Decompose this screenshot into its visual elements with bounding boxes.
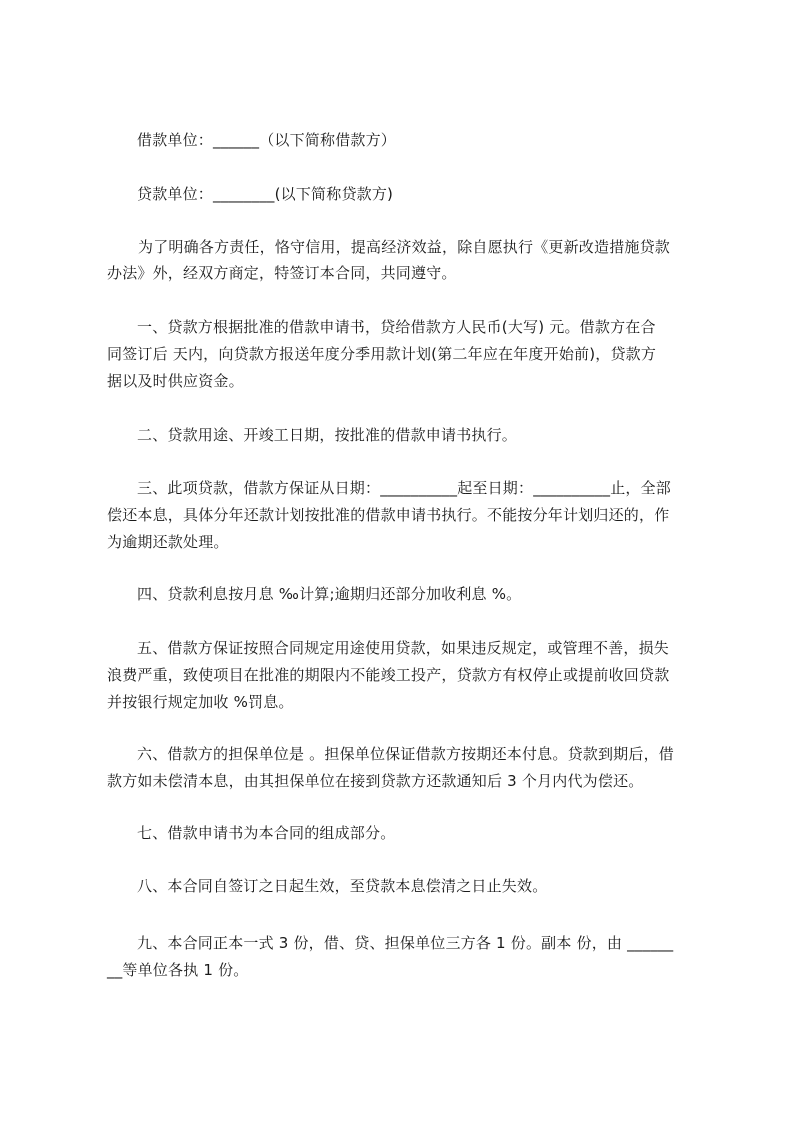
lender-line: 贷款单位：________(以下简称贷款方) bbox=[137, 185, 394, 203]
clause-9-line-2: __等单位各执 1 份。 bbox=[107, 961, 249, 979]
clause-3-line-2: 偿还本息，具体分年还款计划按批准的借款申请书执行。不能按分年计划归还的，作 bbox=[107, 506, 670, 524]
clause-1-line-2: 同签订后 天内，向贷款方报送年度分季用款计划(第二年应在年度开始前)，贷款方 bbox=[107, 345, 657, 363]
clause-4: 四、贷款利息按月息 ‰计算;逾期归还部分加收利息 %。 bbox=[137, 585, 522, 603]
clause-5-line-3: 并按银行规定加收 %罚息。 bbox=[107, 693, 294, 711]
clause-2: 二、贷款用途、开竣工日期，按批准的借款申请书执行。 bbox=[137, 426, 518, 444]
clause-5-line-2: 浪费严重，致使项目在批准的期限内不能竣工投产，贷款方有权停止或提前收回贷款 bbox=[107, 666, 670, 684]
clause-5-line-1: 五、借款方保证按照合同规定用途使用贷款，如果违反规定，或管理不善，损失 bbox=[137, 639, 670, 657]
clause-1-line-1: 一、贷款方根据批准的借款申请书，贷给借款方人民币(大写) 元。借款方在合 bbox=[137, 318, 656, 336]
clause-8: 八、本合同自签订之日起生效，至贷款本息偿清之日止失效。 bbox=[137, 877, 548, 895]
clause-3-line-3: 为逾期还款处理。 bbox=[107, 533, 229, 551]
clause-3-line-1: 三、此项贷款，借款方保证从日期：__________起至日期：__________止，全部 bbox=[137, 479, 672, 497]
preamble-line-2: 办法》外，经双方商定，特签订本合同，共同遵守。 bbox=[107, 264, 457, 282]
preamble-line-1: 为了明确各方责任，恪守信用，提高经济效益，除自愿执行《更新改造措施贷款 bbox=[138, 238, 671, 256]
clause-7: 七、借款申请书为本合同的组成部分。 bbox=[137, 824, 396, 842]
clause-1-line-3: 据以及时供应资金。 bbox=[107, 372, 244, 390]
clause-6-line-1: 六、借款方的担保单位是 。担保单位保证借款方按期还本付息。贷款到期后，借 bbox=[137, 745, 674, 763]
clause-9-line-1: 九、本合同正本一式 3 份，借、贷、担保单位三方各 1 份。副本 份，由 ______ bbox=[137, 934, 674, 952]
borrower-line: 借款单位：______（以下简称借款方） bbox=[137, 131, 397, 149]
clause-6-line-2: 款方如未偿清本息，由其担保单位在接到贷款方还款通知后 3 个月内代为偿还。 bbox=[107, 772, 644, 790]
